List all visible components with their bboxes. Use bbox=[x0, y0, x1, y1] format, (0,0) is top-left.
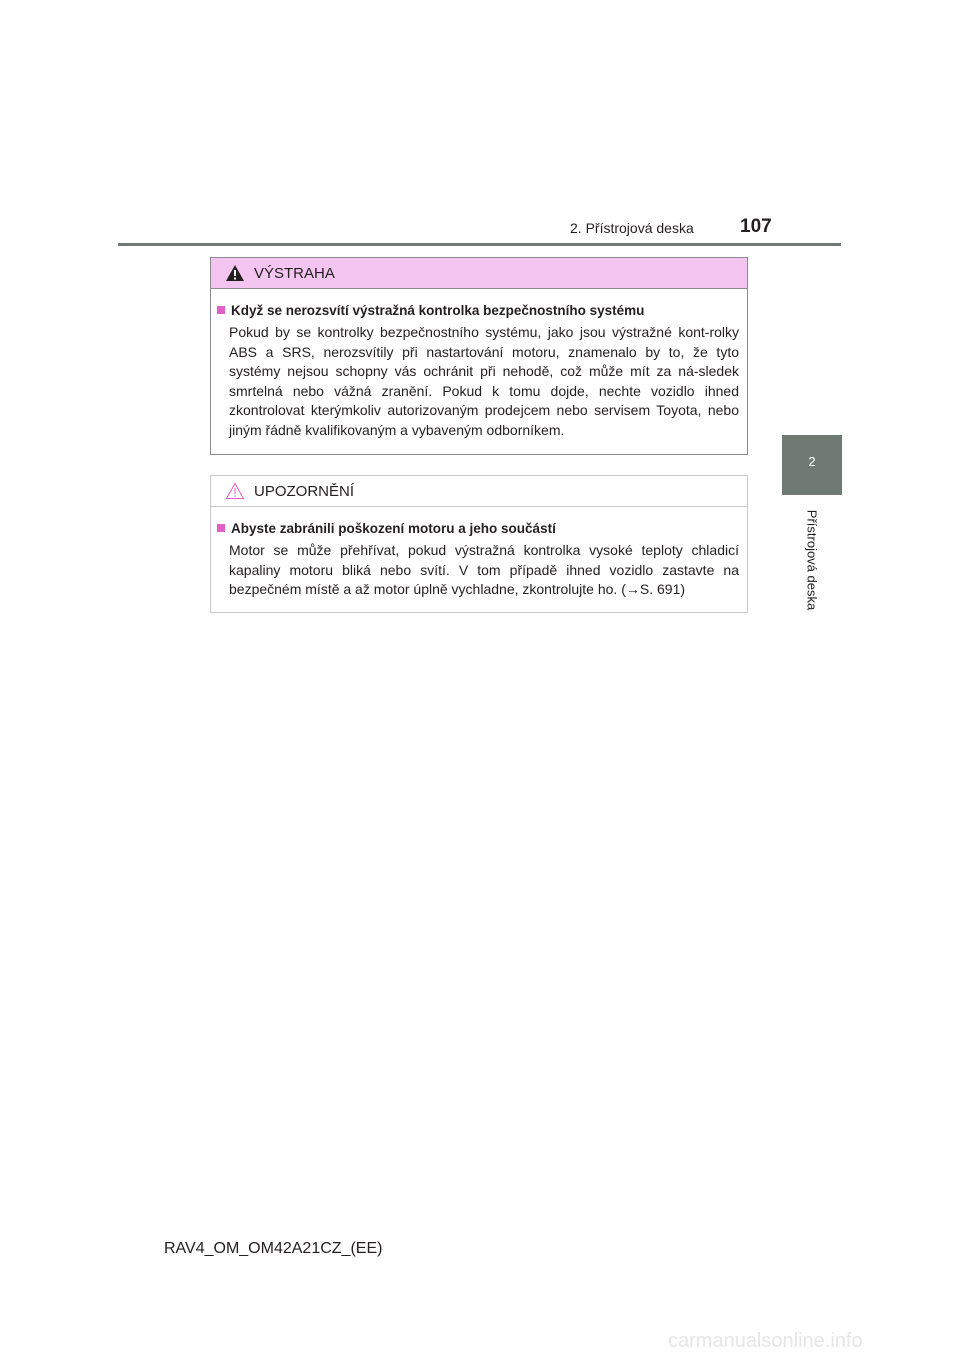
warning-box-heading: VÝSTRAHA bbox=[254, 264, 335, 282]
warning-box-body bbox=[211, 289, 747, 441]
warning-item-title bbox=[217, 301, 739, 321]
chapter-tab[interactable] bbox=[782, 435, 842, 495]
warning-triangle-filled-icon bbox=[225, 264, 245, 282]
square-bullet-icon bbox=[217, 524, 225, 532]
caution-box-heading: UPOZORNĚNÍ bbox=[254, 482, 355, 500]
warning-box-header bbox=[211, 258, 747, 289]
warning-triangle-outline-icon bbox=[225, 482, 245, 500]
chapter-side-label-text: Přístrojová deska bbox=[804, 509, 820, 611]
caution-item-title bbox=[217, 519, 739, 539]
chapter-tab-number: 2 bbox=[808, 454, 816, 469]
caution-item-text: Motor se může přehřívat, pokud výstražná kontrolka vysoké teploty chladicí kapaliny motoru bliká nebo svítí. V tom případě ihned vozidlo zastavte na bezpečném místě a až motor úplně vychladne, zkontrolujte ho. (→S. 691) bbox=[229, 542, 739, 598]
page-number: 107 bbox=[740, 216, 772, 237]
warning-item-text: Pokud by se kontrolky bezpečnostního systému, jako jsou výstražné kont-rolky ABS a SRS, nerozsvítily při nastartování motoru, znamenalo by to, že tyto systémy nejsou schopny vás ochránit při nehodě, což může mít za ná-sledek smrtelná nebo vážná zranění. Pokud k tomu dojde, nechte vozidlo ihned zkontrolovat kterýmkoliv autorizovaným prodejcem nebo servisem Toyota, nebo jiným řádně kvalifikovaným a vybaveným odborníkem. bbox=[229, 324, 739, 438]
watermark: carmanualsonline.info bbox=[668, 1330, 863, 1352]
caution-box-header bbox=[211, 476, 747, 507]
caution-box-body bbox=[211, 507, 747, 600]
warning-box bbox=[210, 257, 748, 455]
document-code: RAV4_OM_OM42A21CZ_(EE) bbox=[164, 1240, 383, 1257]
caution-box bbox=[210, 475, 748, 613]
caution-item-title-text: Abyste zabránili poškození motoru a jeho součástí bbox=[231, 521, 556, 536]
header-section-title: 2. Přístrojová deska bbox=[570, 220, 694, 236]
header-rule bbox=[118, 243, 841, 246]
warning-item-title-text: Když se nerozsvítí výstražná kontrolka bezpečnostního systému bbox=[231, 303, 645, 318]
square-bullet-icon bbox=[217, 306, 225, 314]
